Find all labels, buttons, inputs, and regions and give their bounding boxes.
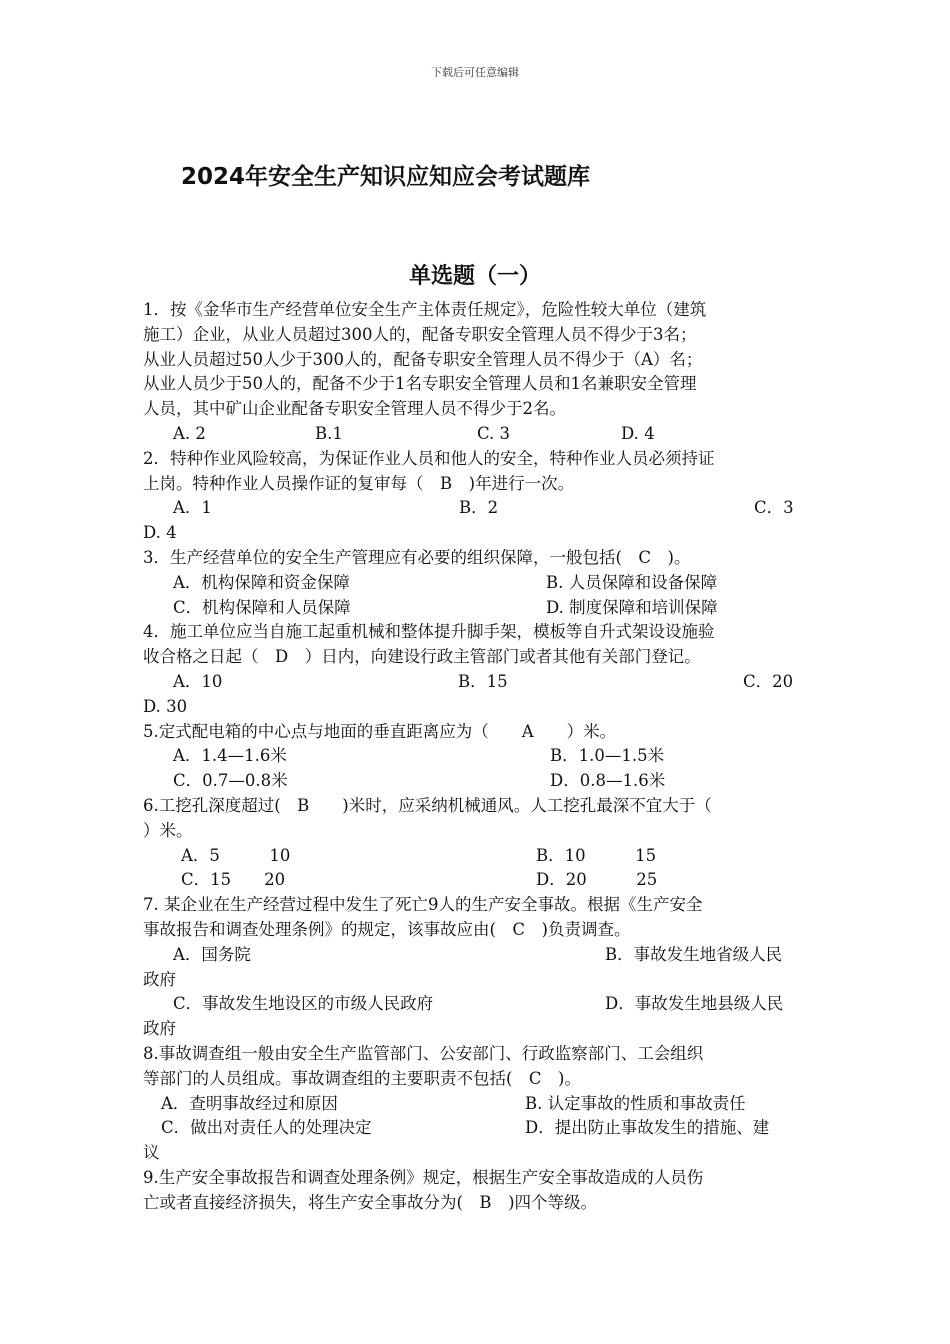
answer-option: B．事故发生地省级人民 <box>605 944 783 964</box>
text-line: 议 <box>143 1143 160 1163</box>
section-title: 单选题（一） <box>408 264 541 289</box>
answer-option: C．0.7—0.8米 <box>173 771 288 791</box>
answer-option: A．10 <box>173 671 223 691</box>
text-line: 9.生产安全事故报告和调查处理条例》规定，根据生产安全事故造成的人员伤 <box>143 1167 704 1187</box>
answer-option: A．5 10 <box>181 845 291 865</box>
option-row <box>143 596 807 621</box>
text-line: 收合格之日起（ D ）日内，向建设行政主管部门或者其他有关部门登记。 <box>143 647 701 667</box>
answer-option: A．国务院 <box>173 944 251 964</box>
answer-option: A．1 <box>173 498 212 518</box>
answer-option: C．做出对责任人的处理决定 <box>161 1118 372 1138</box>
text-line: 从业人员超过50人少于300人的，配备专职安全管理人员不得少于（A）名； <box>143 349 703 369</box>
answer-option: D．20 25 <box>536 870 658 890</box>
answer-option: B．15 <box>458 671 508 691</box>
text-line: 上岗。特种作业人员操作证的复审每（ B )年进行一次。 <box>143 473 575 493</box>
option-row <box>143 496 807 521</box>
answer-option: B．1.0—1.5米 <box>550 746 665 766</box>
option-row <box>143 422 807 447</box>
answer-option: C. 3 <box>477 423 511 443</box>
text-line: 人员，其中矿山企业配备专职安全管理人员不得少于2名。 <box>143 399 566 419</box>
text-line: 从业人员少于50人的，配备不少于1名专职安全管理人员和1名兼职安全管理 <box>143 374 697 394</box>
answer-option: D．事故发生地县级人民 <box>605 994 784 1014</box>
answer-option: A. 2 <box>173 423 206 443</box>
text-line: 事故报告和调查处理条例》的规定，该事故应由( C )负责调查。 <box>143 919 631 939</box>
text-line: 8.事故调查组一般由安全生产监管部门、公安部门、行政监察部门、工会组织 <box>143 1043 704 1063</box>
text-line: 施工）企业，从业人员超过300人的，配备专职安全管理人员不得少于3名； <box>143 324 697 344</box>
answer-option: D．提出防止事故发生的措施、建 <box>525 1118 770 1138</box>
answer-option: C．15 20 <box>181 870 286 890</box>
text-line: 1．按《金华市生产经营单位安全生产主体责任规定》，危险性较大单位（建筑 <box>143 300 707 319</box>
answer-option: B．10 15 <box>536 845 657 865</box>
answer-option: C．20 <box>743 671 794 691</box>
answer-option: A．1.4—1.6米 <box>173 746 287 766</box>
text-line: 政府 <box>143 1019 176 1039</box>
text-line: 5.定式配电箱的中心点与地面的垂直距离应为（ A ）米。 <box>143 721 617 741</box>
answer-option: C．事故发生地设区的市级人民政府 <box>173 994 434 1014</box>
option-row <box>143 943 807 968</box>
option-row <box>143 571 807 596</box>
option-row <box>143 769 807 794</box>
text-line: 2．特种作业风险较高，为保证作业人员和他人的安全，特种作业人员必须持证 <box>143 448 715 468</box>
text-line: 等部门的人员组成。事故调查组的主要职责不包括( C )。 <box>143 1068 581 1088</box>
text-line: 政府 <box>143 969 176 989</box>
option-row <box>143 868 807 893</box>
option-row <box>143 844 807 869</box>
answer-option: C．机构保障和人员保障 <box>173 597 351 617</box>
text-line: ）米。 <box>143 820 193 840</box>
document-title: 2024年安全生产知识应知应会考试题库 <box>181 164 591 190</box>
header-note: 下载后可任意编辑 <box>431 66 519 79</box>
option-row <box>143 1092 807 1117</box>
answer-option: B. 人员保障和设备保障 <box>546 572 718 592</box>
text-line: 7. 某企业在生产经营过程中发生了死亡9人的生产安全事故。根据《生产安全 <box>143 895 703 915</box>
answer-option: A．查明事故经过和原因 <box>161 1093 338 1113</box>
text-line: 6.工挖孔深度超过( B )米时，应采纳机械通风。人工挖孔最深不宜大于（ <box>143 795 712 815</box>
text-line: 4．施工单位应当自施工起重机械和整体提升脚手架，模板等自升式架设设施验 <box>143 622 715 642</box>
text-line: 亡或者直接经济损失，将生产安全事故分为( B )四个等级。 <box>143 1192 597 1212</box>
answer-option: B．2 <box>459 498 499 518</box>
answer-option: C．3 <box>754 498 794 518</box>
answer-option: A．机构保障和资金保障 <box>173 572 350 592</box>
text-line: 3．生产经营单位的安全生产管理应有必要的组织保障，一般包括( C )。 <box>143 547 691 567</box>
option-row <box>143 992 807 1017</box>
option-row <box>143 670 807 695</box>
text-line: D. 4 <box>143 523 177 543</box>
answer-option: D．0.8—1.6米 <box>550 771 666 791</box>
answer-option: B.1 <box>315 423 343 443</box>
option-row <box>143 744 807 769</box>
option-row <box>143 1116 807 1141</box>
answer-option: B. 认定事故的性质和事故责任 <box>525 1093 746 1113</box>
answer-option: D. 4 <box>621 423 655 443</box>
question-body <box>143 298 807 1215</box>
answer-option: D. 制度保障和培训保障 <box>546 597 718 617</box>
text-line: D. 30 <box>143 696 188 716</box>
